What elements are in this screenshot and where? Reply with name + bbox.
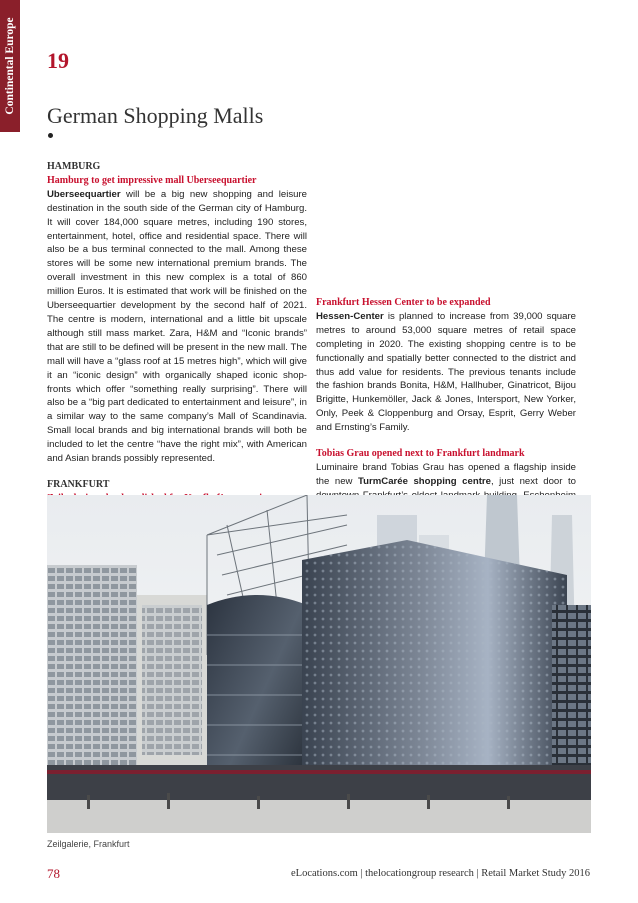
page-number: 78 [47, 866, 60, 881]
heading-hamburg: Hamburg to get impressive mall Uberseequartier [47, 174, 257, 186]
photo-caption: Zeilgalerie, Frankfurt [47, 839, 130, 849]
zeilgalerie-photo [47, 495, 591, 833]
intro-grau: Luminaire brand Tobias Grau has opened a flagship inside the new [316, 461, 576, 487]
heading-grau: Tobias Grau opened next to Frankfurt landmark [316, 448, 525, 460]
footer-source: eLocations.com | thelocationgroup research | Retail Market Study 2016 [291, 868, 590, 879]
section-tab [0, 0, 20, 132]
text-hamburg: will be a big new shopping and leisure destination in the south side of the German city of Hamburg. It will cover 184,000 square metres, including 190 stores, entertainment, hotel, office and residential space. There will also be a bus terminal connected to the mall. Among these stores will be some new international premium brands. The overall investment in this new complex is a total of 860 million Euros. It is estimated that work will be finished on the Uberseequartier development by the second half of 2021. The centre is modern, international and a little bit upscale although still mass market. Zara, H&M and “Iconic brands” that are still to be defined will be present in the new mall. The mall will have a “glass roof at 15 metres high”, which will give it an “iconic design” with organically shaped iconic shop-fronts which offer “something really surprising”. There will also be a “big part dedicated to entertainment and leisure”, in a similar way to the same company’s Mall of Scandinavia. Small local brands and big international brands will both be included to let the centre “have the right mix”, with American and Asian brands possibly represented. [47, 188, 307, 465]
chapter-number: 19 [47, 48, 69, 73]
lead-hessen: Hessen-Center [316, 310, 384, 322]
paragraph-hamburg [47, 188, 307, 466]
text-grau: , just next door to [490, 475, 576, 487]
paragraph-hessen [316, 310, 576, 435]
city-label-frankfurt: FRANKFURT [47, 478, 110, 490]
city-label-hamburg: HAMBURG [47, 161, 101, 172]
text-hessen: is planned to increase from 39,000 square metres to around 53,000 square metres of retail space completing in 2020. The existing shopping centre is to be functionally and spatially better connected to the district and thus add value for residents. The previous tenants include the fashion brands Bonita, H&M, Hallhuber, Ginatricot, Bijou Brigitte, Hunkemöller, Jack & Jones, Intersport, New Yorker, Only, Peek & Cloppenburg and Orsay, Esprit, Gerry Weber and Ernsting’s Family. [316, 310, 576, 434]
section-tab-label: Continental Europe [4, 17, 16, 115]
page-title: German Shopping Malls [47, 103, 264, 128]
lead-hamburg: Uberseequartier [47, 188, 121, 200]
lead-grau: TurmCarée shopping centre [358, 475, 491, 487]
title-bullet [48, 133, 53, 138]
heading-hessen: Frankfurt Hessen Center to be expanded [316, 297, 491, 308]
